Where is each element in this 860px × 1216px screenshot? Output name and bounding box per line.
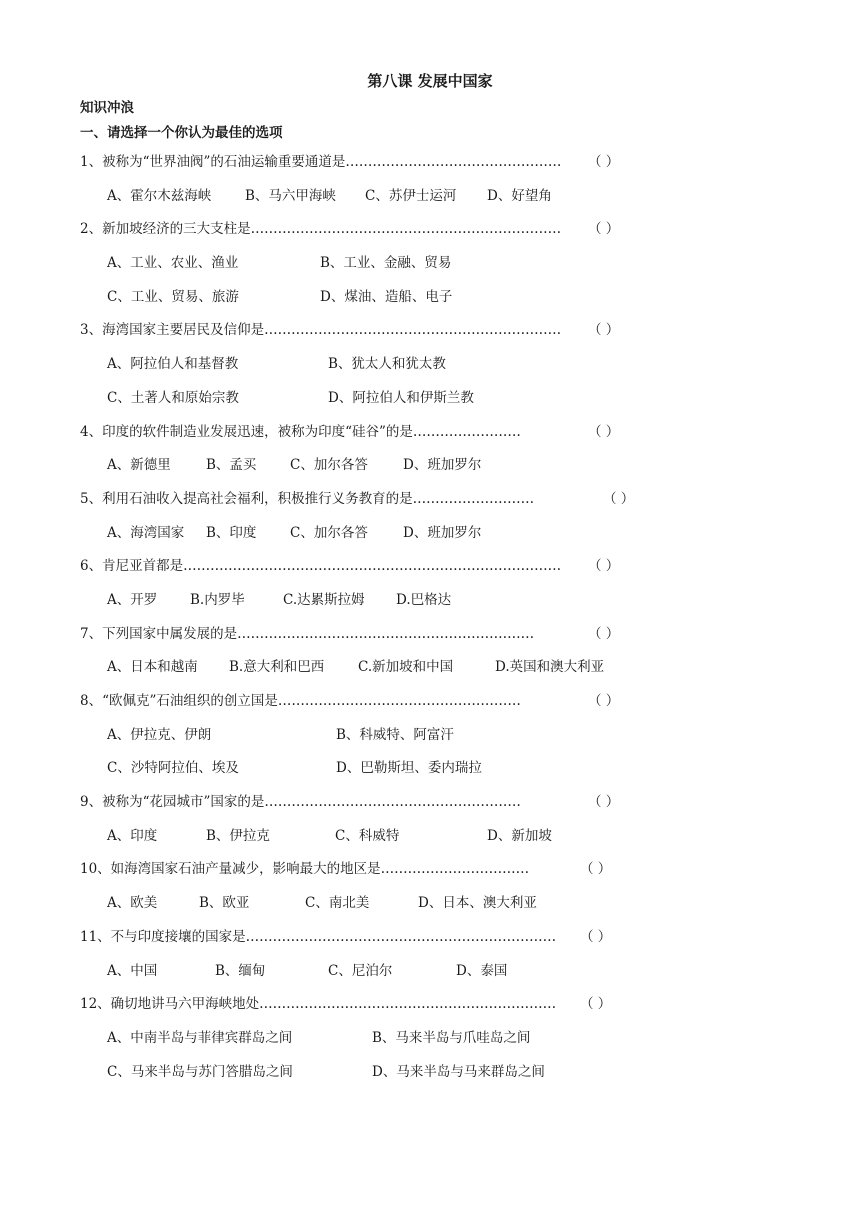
option-d[interactable]: D、泰国	[456, 962, 508, 979]
question-stem	[0, 554, 860, 588]
option-d[interactable]: D、班加罗尔	[403, 524, 482, 541]
option-b[interactable]: B、工业、金融、贸易	[320, 255, 452, 272]
question-3	[0, 318, 860, 419]
question-stem	[0, 992, 860, 1026]
answer-blank[interactable]: （ ）	[588, 154, 620, 170]
option-a[interactable]: A、欧美	[107, 895, 158, 912]
answer-blank[interactable]: （ ）	[580, 996, 612, 1013]
question-text: 6、肯尼亚首都是…………………………………………………………………………	[80, 558, 562, 575]
option-d[interactable]: D、班加罗尔	[403, 457, 482, 474]
question-stem	[0, 925, 860, 959]
answer-blank[interactable]: （ ）	[580, 861, 612, 878]
question-stem	[0, 857, 860, 891]
options-row	[0, 1026, 860, 1060]
answer-blank[interactable]: （ ）	[588, 558, 620, 575]
option-b[interactable]: B、犹太人和犹太教	[328, 356, 446, 373]
question-text: 3、海湾国家主要居民及信仰是…………………………………………………………	[80, 322, 562, 339]
option-d[interactable]: D、日本、澳大利亚	[418, 895, 537, 912]
options-row	[0, 723, 860, 757]
option-b[interactable]: B、缅甸	[215, 962, 266, 979]
option-b[interactable]: B、伊拉克	[206, 827, 270, 844]
option-a[interactable]: A、印度	[107, 827, 158, 844]
question-text: 9、被称为“花园城市”国家的是…………………………………………………	[80, 794, 521, 811]
option-d[interactable]: D、新加坡	[487, 827, 552, 844]
option-c[interactable]: C、土著人和原始宗教	[107, 389, 239, 406]
answer-blank[interactable]: （ ）	[580, 928, 612, 945]
option-c[interactable]: C、尼泊尔	[328, 962, 393, 979]
answer-blank[interactable]: （ ）	[588, 322, 620, 339]
question-12	[0, 992, 860, 1093]
question-text: 8、“欧佩克”石油组织的创立国是………………………………………………	[80, 693, 521, 709]
question-stem	[0, 318, 860, 352]
option-a[interactable]: A、日本和越南	[107, 659, 198, 676]
question-text: 1、被称为“世界油阀”的石油运输重要通道是…………………………………………	[80, 154, 562, 170]
question-5	[0, 487, 860, 554]
answer-blank[interactable]: （ ）	[588, 221, 620, 238]
answer-blank[interactable]: （ ）	[588, 693, 620, 709]
part-heading: 一、请选择一个你认为最佳的选项	[80, 125, 283, 141]
question-text: 7、下列国家中属发展的是…………………………………………………………	[80, 625, 535, 642]
options-row	[0, 184, 860, 218]
option-a[interactable]: A、开罗	[107, 591, 158, 608]
question-8	[0, 689, 860, 790]
option-a[interactable]: A、霍尔木兹海峡	[107, 187, 212, 204]
options-row	[0, 251, 860, 285]
option-c[interactable]: C.新加坡和中国	[358, 659, 454, 676]
options-row	[0, 959, 860, 993]
options-row	[0, 891, 860, 925]
answer-blank[interactable]: （ ）	[603, 490, 635, 507]
question-stem	[0, 487, 860, 521]
question-stem	[0, 689, 860, 723]
options-row	[0, 824, 860, 858]
option-d[interactable]: D、马来半岛与马来群岛之间	[372, 1063, 545, 1080]
option-a[interactable]: A、中国	[107, 962, 158, 979]
option-c[interactable]: C、科威特	[335, 827, 400, 844]
question-stem	[0, 217, 860, 251]
question-2	[0, 217, 860, 318]
option-c[interactable]: C、加尔各答	[290, 524, 368, 541]
options-row	[0, 1060, 860, 1094]
question-10	[0, 857, 860, 924]
options-row	[0, 285, 860, 319]
options-row	[0, 588, 860, 622]
option-c[interactable]: C、工业、贸易、旅游	[107, 288, 239, 305]
options-row	[0, 756, 860, 790]
question-7	[0, 622, 860, 689]
option-b[interactable]: B、孟买	[206, 457, 257, 474]
question-text: 11、不与印度接壤的国家是……………………………………………………………	[80, 928, 557, 945]
option-a[interactable]: A、伊拉克、伊朗	[107, 726, 212, 743]
option-b[interactable]: B、马来半岛与爪哇岛之间	[372, 1029, 531, 1046]
options-row	[0, 655, 860, 689]
question-6	[0, 554, 860, 621]
option-b[interactable]: B.意大利和巴西	[229, 659, 325, 676]
question-stem	[0, 622, 860, 656]
option-a[interactable]: A、海湾国家	[107, 524, 185, 541]
option-d[interactable]: D、煤油、造船、电子	[320, 288, 453, 305]
question-9	[0, 790, 860, 857]
options-row	[0, 521, 860, 555]
question-list	[0, 150, 860, 1093]
option-a[interactable]: A、中南半岛与菲律宾群岛之间	[107, 1029, 293, 1046]
question-text: 12、确切地讲马六甲海峡地处…………………………………………………………	[80, 996, 557, 1013]
answer-blank[interactable]: （ ）	[588, 423, 620, 440]
question-stem	[0, 150, 860, 184]
option-d[interactable]: D.巴格达	[396, 591, 452, 608]
option-b[interactable]: B、印度	[206, 524, 257, 541]
option-a[interactable]: A、阿拉伯人和基督教	[107, 356, 239, 373]
question-stem	[0, 420, 860, 454]
option-c[interactable]: C、南北美	[305, 895, 370, 912]
option-b[interactable]: B、科威特、阿富汗	[336, 726, 454, 743]
question-text: 5、利用石油收入提高社会福利，积极推行义务教育的是………………………	[80, 490, 535, 507]
question-11	[0, 925, 860, 992]
option-d[interactable]: D、阿拉伯人和伊斯兰教	[328, 389, 474, 406]
option-c[interactable]: C、马来半岛与苏门答腊岛之间	[107, 1063, 293, 1080]
option-b[interactable]: B、马六甲海峡	[245, 187, 336, 204]
option-c[interactable]: C.达累斯拉姆	[283, 591, 365, 608]
question-stem	[0, 790, 860, 824]
option-b[interactable]: B、欧亚	[199, 895, 250, 912]
options-row	[0, 352, 860, 386]
question-text: 10、如海湾国家石油产量减少，影响最大的地区是……………………………	[80, 861, 530, 878]
option-d[interactable]: D、好望角	[487, 187, 552, 204]
option-c[interactable]: C、苏伊士运河	[365, 187, 457, 204]
question-4	[0, 420, 860, 487]
options-row	[0, 453, 860, 487]
option-d[interactable]: D.英国和澳大利亚	[495, 659, 605, 676]
option-c[interactable]: C、沙特阿拉伯、埃及	[107, 760, 239, 777]
section-heading: 知识冲浪	[80, 100, 134, 116]
page-title: 第八课 发展中国家	[367, 72, 493, 90]
question-1	[0, 150, 860, 217]
options-row	[0, 386, 860, 420]
option-c[interactable]: C、加尔各答	[290, 457, 368, 474]
answer-blank[interactable]: （ ）	[588, 794, 620, 811]
option-d[interactable]: D、巴勒斯坦、委内瑞拉	[336, 760, 482, 777]
question-text: 2、新加坡经济的三大支柱是……………………………………………………………	[80, 221, 562, 238]
option-a[interactable]: A、工业、农业、渔业	[107, 255, 239, 272]
option-b[interactable]: B.内罗毕	[190, 591, 245, 608]
option-a[interactable]: A、新德里	[107, 457, 171, 474]
answer-blank[interactable]: （ ）	[588, 625, 620, 642]
question-text: 4、印度的软件制造业发展迅速，被称为印度“硅谷”的是……………………	[80, 423, 521, 440]
